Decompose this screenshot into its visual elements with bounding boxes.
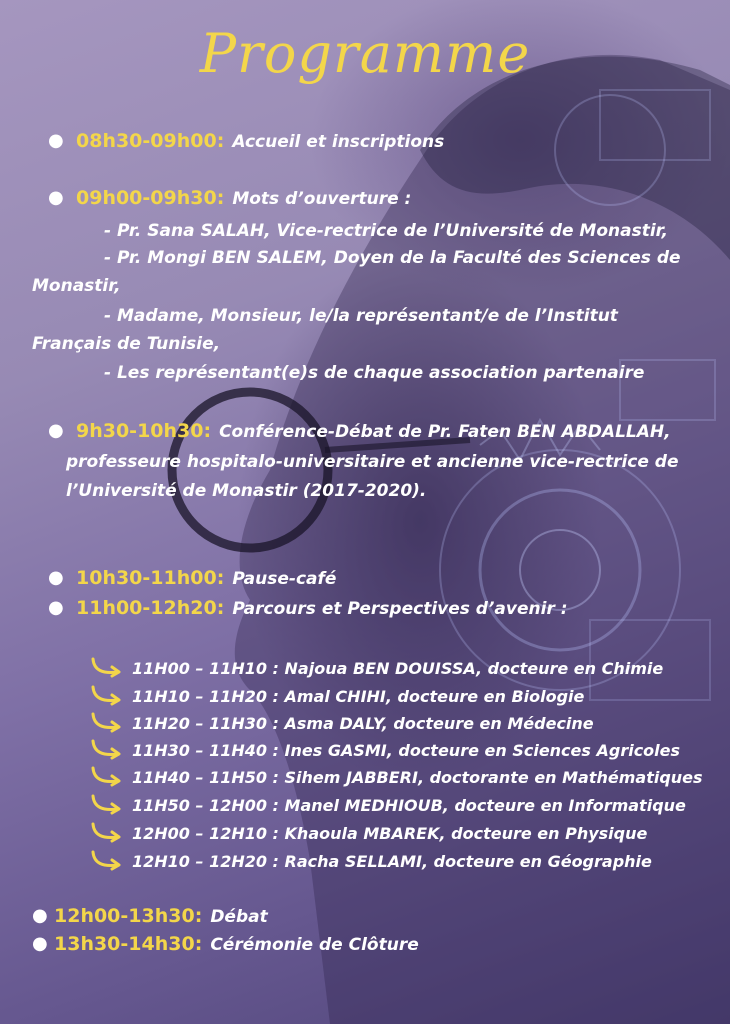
schedule-item — [48, 187, 411, 209]
item-label: Parcours et Perspectives d’avenir : — [232, 599, 568, 619]
talk-item: 11H10 – 11H20 : Amal CHIHI, docteure en Biologie — [132, 687, 585, 706]
item-time: 12h00-13h30: — [54, 905, 203, 927]
bullet-dot-icon: ● — [48, 187, 64, 208]
schedule-item — [48, 130, 444, 152]
talk-item: 11H50 – 12H00 : Manel MEDHIOUB, docteure en Informatique — [132, 796, 686, 815]
curved-arrow-icon — [90, 656, 124, 678]
curved-arrow-icon — [90, 821, 124, 843]
opening-speaker-line: - Pr. Sana SALAH, Vice-rectrice de l’Université de Monastir, — [104, 221, 669, 241]
item-label: Débat — [210, 907, 268, 927]
item-time: 09h00-09h30: — [76, 187, 225, 209]
schedule-item — [32, 933, 419, 955]
bullet-dot-icon: ● — [32, 905, 48, 926]
schedule-item — [32, 905, 268, 927]
item-time: 08h30-09h00: — [76, 130, 225, 152]
item-label: Mots d’ouverture : — [232, 189, 412, 209]
item-time: 11h00-12h20: — [76, 597, 225, 619]
item-time: 9h30-10h30: — [76, 420, 212, 442]
talk-item: 12H10 – 12H20 : Racha SELLAMI, docteure en Géographie — [132, 852, 652, 871]
item-label: Pause-café — [232, 569, 337, 589]
bullet-dot-icon: ● — [32, 933, 48, 954]
opening-speaker-line: - Madame, Monsieur, le/la représentant/e de l’Institut — [104, 306, 618, 326]
opening-speaker-line: Français de Tunisie, — [32, 334, 221, 354]
opening-speaker-line: - Les représentant(e)s de chaque association partenaire — [104, 363, 645, 383]
curved-arrow-icon — [90, 711, 124, 733]
bullet-dot-icon: ● — [48, 567, 64, 588]
item-time: 13h30-14h30: — [54, 933, 203, 955]
page-title: Programme — [199, 22, 531, 85]
talk-item: 12H00 – 12H10 : Khaoula MBAREK, docteure en Physique — [132, 824, 648, 843]
item-time: 10h30-11h00: — [76, 567, 225, 589]
talk-item: 11H00 – 11H10 : Najoua BEN DOUISSA, docteure en Chimie — [132, 659, 664, 678]
bullet-dot-icon: ● — [48, 597, 64, 618]
curved-arrow-icon — [90, 849, 124, 871]
bullet-dot-icon: ● — [48, 420, 64, 441]
conference-detail-line: l’Université de Monastir (2017-2020). — [66, 481, 427, 501]
schedule-item — [48, 420, 671, 442]
bullet-dot-icon: ● — [48, 130, 64, 151]
curved-arrow-icon — [90, 793, 124, 815]
opening-speaker-line: Monastir, — [32, 276, 121, 296]
conference-detail-line: professeure hospitalo-universitaire et ancienne vice-rectrice de — [66, 452, 679, 472]
curved-arrow-icon — [90, 738, 124, 760]
schedule-item — [48, 597, 568, 619]
curved-arrow-icon — [90, 684, 124, 706]
talk-item: 11H40 – 11H50 : Sihem JABBERI, doctorante en Mathématiques — [132, 768, 703, 787]
curved-arrow-icon — [90, 765, 124, 787]
item-label: Cérémonie de Clôture — [210, 935, 419, 955]
item-label: Accueil et inscriptions — [232, 132, 445, 152]
talk-item: 11H30 – 11H40 : Ines GASMI, docteure en Sciences Agricoles — [132, 741, 681, 760]
talk-item: 11H20 – 11H30 : Asma DALY, docteure en Médecine — [132, 714, 594, 733]
opening-speaker-line: - Pr. Mongi BEN SALEM, Doyen de la Faculté des Sciences de — [104, 248, 681, 268]
schedule-item — [48, 567, 336, 589]
item-label: Conférence-Débat de Pr. Faten BEN ABDALLAH, — [219, 422, 671, 442]
